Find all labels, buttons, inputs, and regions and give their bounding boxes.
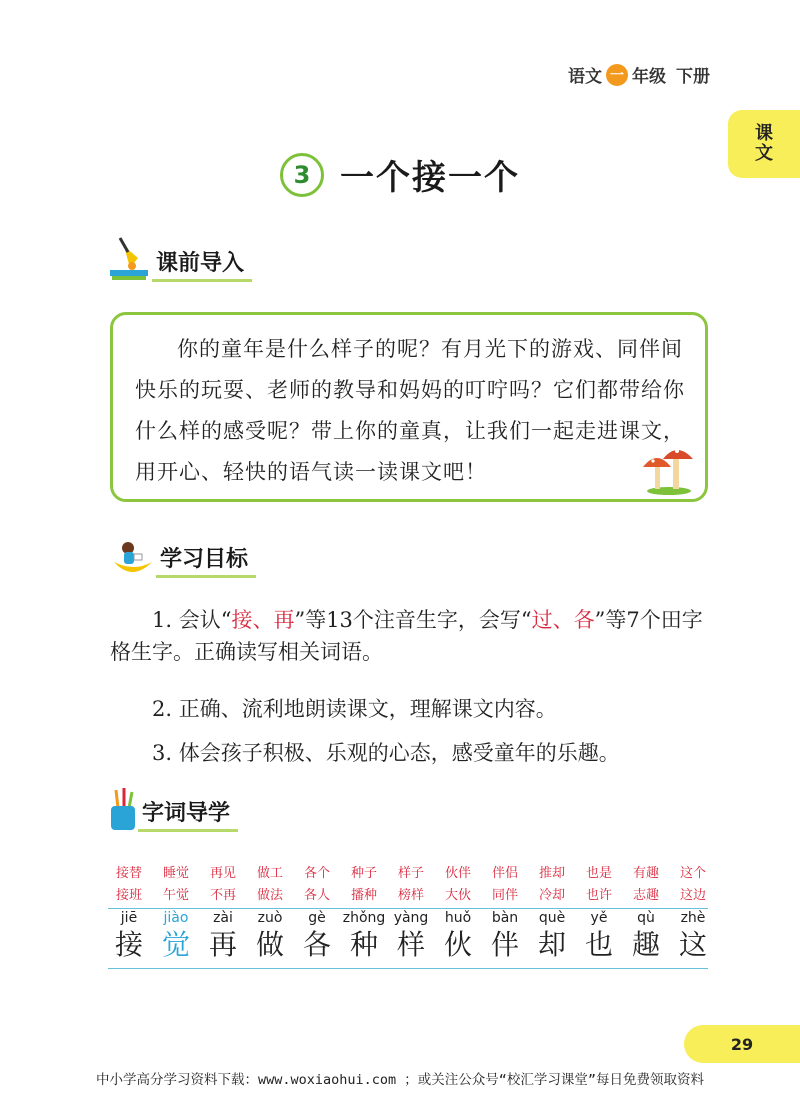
character: 也 [584,928,613,961]
word-pair: 伴侣 [491,866,518,881]
word-pair: 各人 [303,888,330,903]
pinyin: què [538,910,566,926]
goals-head-label: 学习目标 [156,542,256,578]
word-pair: 也许 [585,888,612,903]
word-pairs-top-row [108,862,714,881]
subject-label: 语文 [568,67,602,87]
word-pair: 伙伴 [444,866,471,881]
page-number: 29 [684,1025,800,1063]
word-pairs-bottom-row [108,884,714,903]
word-pair: 接班 [115,888,142,903]
vocab-character [435,910,481,962]
grade-badge: 一 [606,64,628,86]
lesson-heading [0,150,800,199]
vocab-character [670,910,716,962]
word-pair: 大伙 [444,888,471,903]
word-pair: 播种 [350,888,377,903]
goal-2: 2. 正确、流利地朗读课文，理解课文内容。 [152,697,557,721]
vocab-rule-top [108,908,708,909]
character: 却 [537,928,566,961]
section-tab-line1: 课 [755,123,773,144]
vocab-character [388,910,434,962]
word-pair: 志趣 [632,888,659,903]
footer-note: 中小学高分学习资料下载：www.woxiaohui.com ；或关注公众号“校汇学习课堂”每日免费领取资料 [95,1072,705,1088]
book-header [568,62,710,87]
word-pair: 不再 [209,888,236,903]
character: 觉 [161,928,190,961]
pinyin: zài [213,910,233,926]
lesson-number: 3 [280,153,324,197]
pinyin: zhè [680,910,706,926]
intro-head-label: 课前导入 [152,246,252,282]
vocab-character [200,910,246,962]
character: 再 [208,928,237,961]
pinyin: yě [590,910,608,926]
vocab-head-label: 字词导学 [138,796,238,832]
pinyin: jiē [120,910,138,926]
character: 接 [114,928,143,961]
intro-section-head [108,236,252,282]
intro-text: 你的童年是什么样子的呢？有月光下的游戏、同伴间快乐的玩耍、老师的教导和妈妈的叮咛吗？它们都带给你什么样的感受呢？带上你的童真，让我们一起走进课文，用开心、轻快的语气读一读课文吧！ [135,337,685,484]
vocab-character [247,910,293,962]
goal-1-text-a: 1. 会认“ [152,608,232,632]
term-label: 下册 [676,67,710,87]
pinyin: bàn [491,910,519,926]
goal-1-text-c: ”等7个田字格生字。正确读写相关词语。 [110,608,703,664]
vocab-character [529,910,575,962]
moon-reader-icon [108,532,156,578]
vocab-character [482,910,528,962]
word-pair: 睡觉 [162,866,189,881]
word-pair: 冷却 [538,888,565,903]
pencil-cup-icon [108,786,138,832]
character: 伴 [490,928,519,961]
pinyin: qù [637,910,655,926]
vocab-character [576,910,622,962]
word-pair: 这边 [679,888,706,903]
vocab-character [623,910,669,962]
word-pair: 再见 [209,866,236,881]
pinyin: gè [308,910,326,926]
character: 做 [255,928,284,961]
character: 种 [349,928,378,961]
character: 伙 [443,928,472,961]
word-pair: 午觉 [162,888,189,903]
goal-1-highlight-1: 接、再 [231,608,295,632]
word-pair: 各个 [303,866,330,881]
word-pair: 也是 [585,866,612,881]
goal-3: 3. 体会孩子积极、乐观的心态，感受童年的乐趣。 [152,741,620,765]
word-pair: 推却 [538,866,565,881]
word-pair: 接替 [115,866,142,881]
pinyin: zuò [257,910,283,926]
lesson-title: 一个接一个 [340,158,520,198]
vocab-character [341,910,387,962]
word-pair: 种子 [350,866,377,881]
vocab-character [153,910,199,962]
vocab-rule-bottom [108,968,708,969]
mushroom-icon [641,441,697,495]
pinyin: huǒ [444,910,472,926]
word-pair: 榜样 [397,888,424,903]
word-pair: 这个 [679,866,706,881]
bell-icon [108,236,152,282]
characters-row [106,910,716,962]
pinyin: jiào [163,910,189,926]
grade-label: 年级 [632,67,666,87]
character: 样 [396,928,425,961]
section-tab-line2: 文 [755,143,773,164]
goal-1-text-b: ”等13个注音生字，会写“ [294,608,532,632]
character: 趣 [631,928,660,961]
goal-1-highlight-2: 过、各 [531,608,595,632]
vocab-character [294,910,340,962]
word-pair: 同伴 [491,888,518,903]
word-pair: 做工 [256,866,283,881]
goal-1 [110,604,710,668]
character: 这 [678,928,707,961]
goals-section-head [108,532,256,578]
word-pair: 有趣 [632,866,659,881]
pinyin: zhǒng [342,910,386,926]
pinyin: yàng [393,910,429,926]
vocab-section-head [108,786,238,832]
character: 各 [302,928,331,961]
vocab-character [106,910,152,962]
intro-box [110,312,708,502]
word-pair: 样子 [397,866,424,881]
word-pair: 做法 [256,888,283,903]
